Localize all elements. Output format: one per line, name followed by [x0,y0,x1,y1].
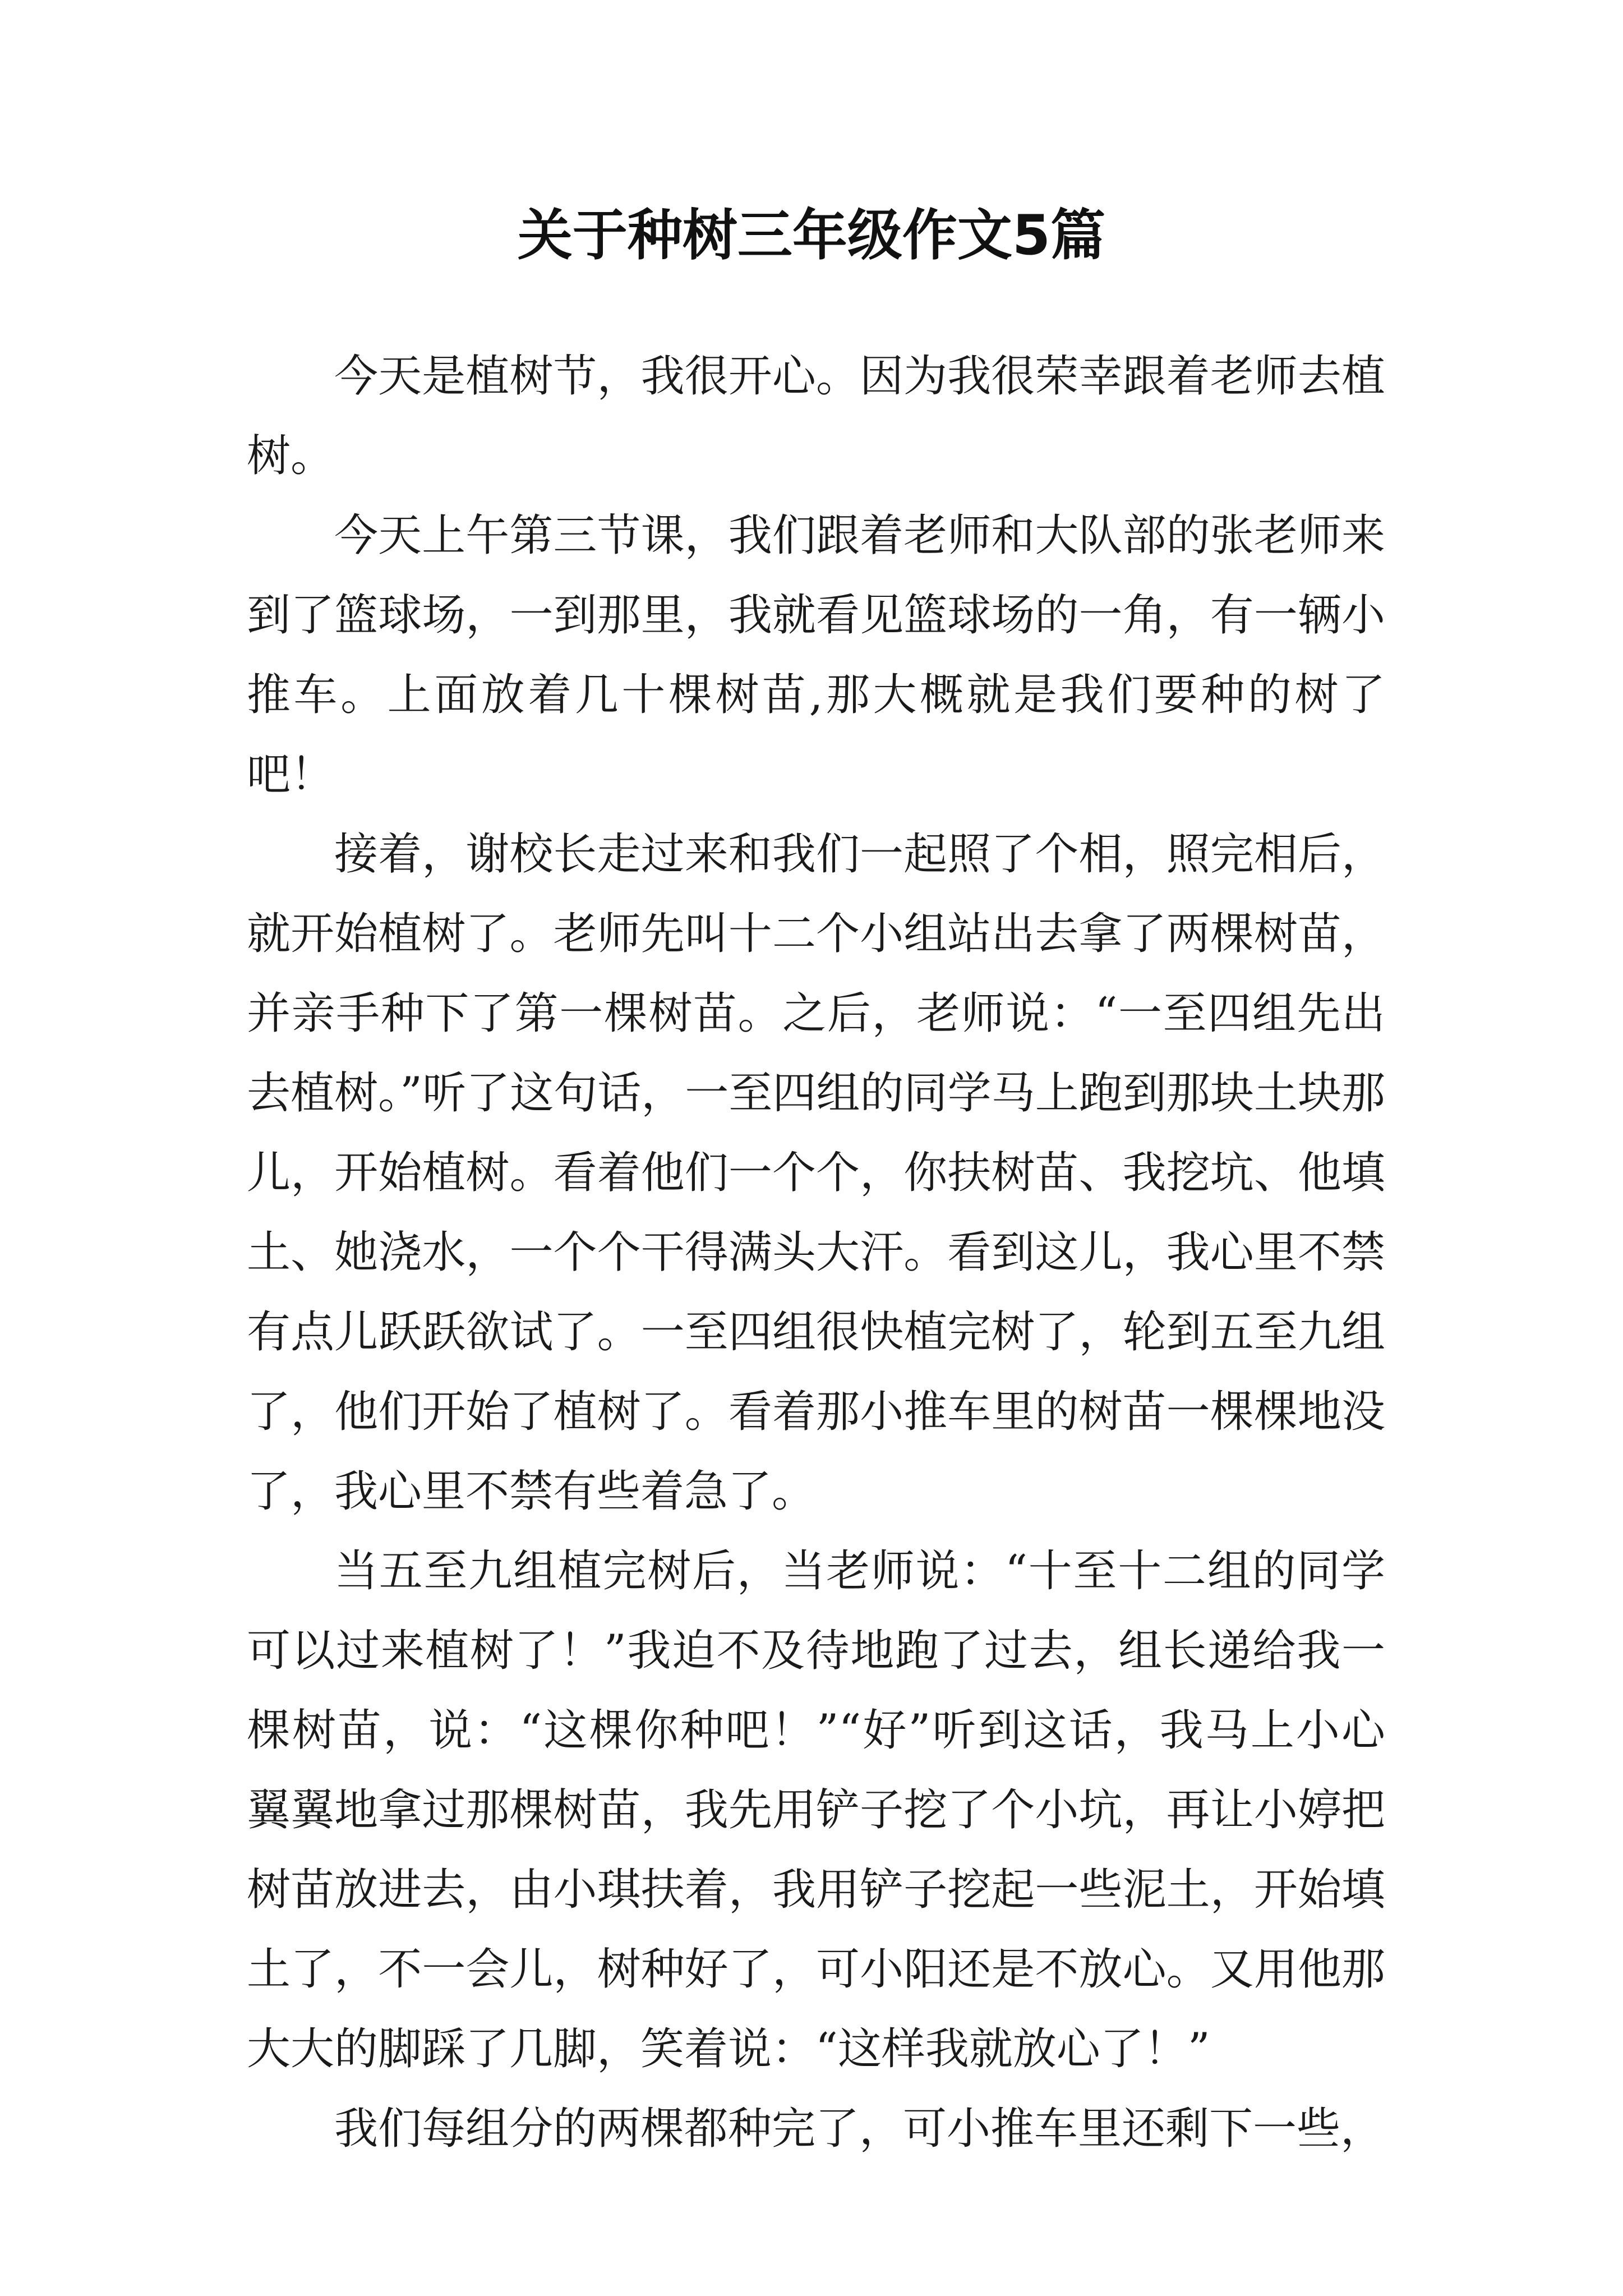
document-title: 关于种树三年级作文5篇 [517,204,1106,268]
paragraph: 我们每组分的两棵都种完了，可小推车里还剩下一些， [334,2104,1385,2154]
paragraph: 今天上午第三节课，我们跟着老师和大队部的张老师来到了篮球场，一到那里，我就看见篮球场的一角，有一辆小推车。上面放着几十棵树苗,那大概就是我们要种的树了吧！ [247,510,1385,800]
paragraph: 今天是植树节，我很开心。因为我很荣幸跟着老师去植树。 [247,351,1385,481]
document-body [247,337,1385,2169]
paragraph: 接着，谢校长走过来和我们一起照了个相，照完相后，就开始植树了。老师先叫十二个小组站出去拿了两棵树苗，并亲手种下了第一棵树苗。之后，老师说：“一至四组先出去植树。”听了这句话，一至四组的同学马上跑到那块土块那儿，开始植树。看着他们一个个，你扶树苗、我挖坑、他填土、她浇水，一个个干得满头大汗。看到这儿，我心里不禁有点儿跃跃欲试了。一至四组很快植完树了，轮到五至九组了，他们开始了植树了。看着那小推车里的树苗一棵棵地没了，我心里不禁有些着急了。 [247,829,1385,1517]
paragraph: 当五至九组植完树后，当老师说：“十至十二组的同学可以过来植树了！”我迫不及待地跑了过去，组长递给我一棵树苗，说：“这棵你种吧！”“好”听到这话，我马上小心翼翼地拿过那棵树苗，我先用铲子挖了个小坑，再让小婷把树苗放进去，由小琪扶着，我用铲子挖起一些泥土，开始填土了，不一会儿，树种好了，可小阳还是不放心。又用他那大大的脚踩了几脚，笑着说：“这样我就放心了！” [247,1546,1385,2074]
